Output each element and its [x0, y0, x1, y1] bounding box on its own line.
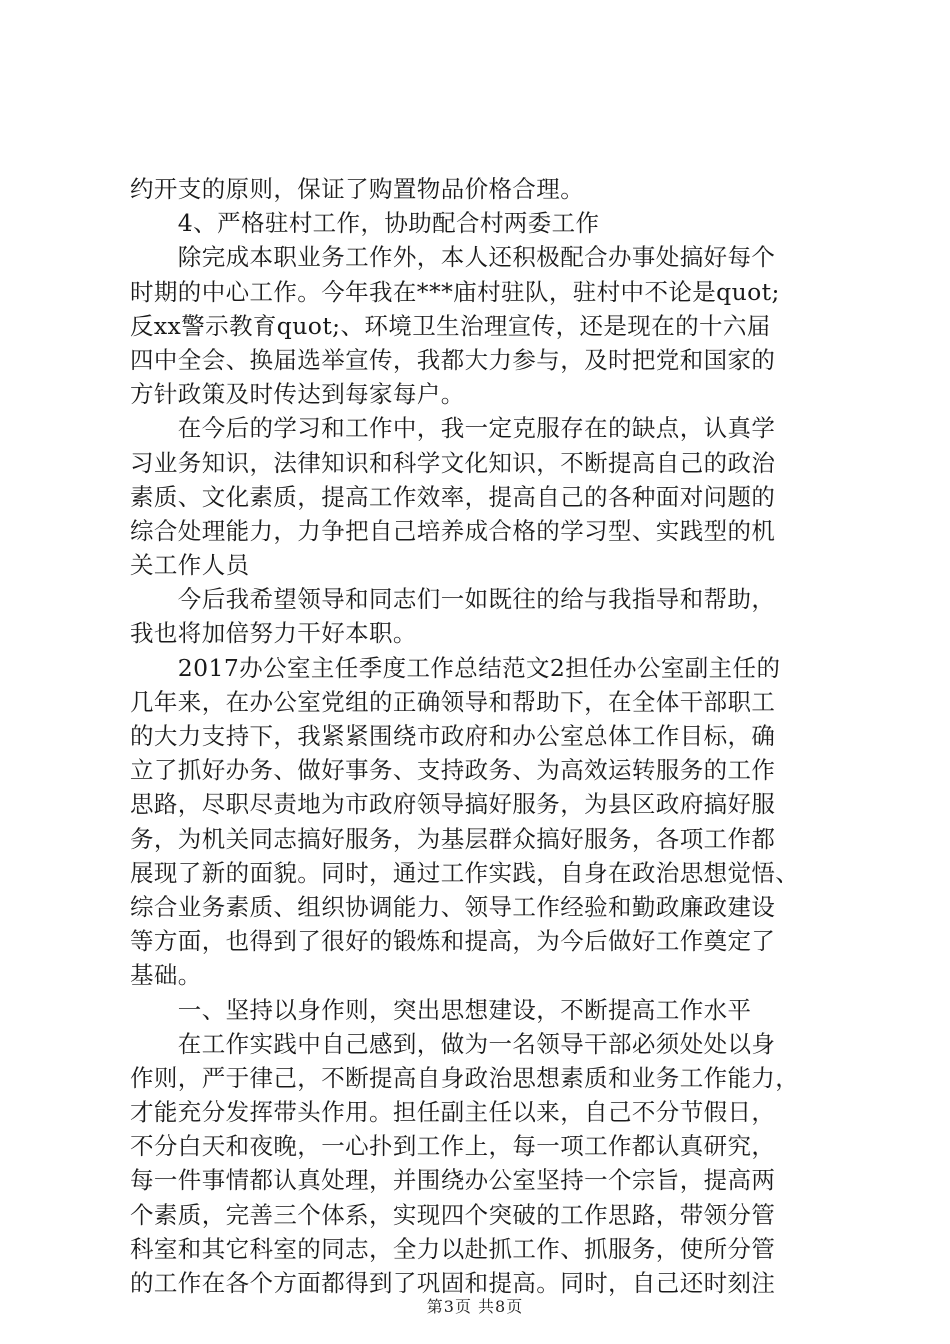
text-line: 作则，严于律己，不断提高自身政治思想素质和业务工作能力， — [130, 1063, 800, 1092]
text-line: 几年来，在办公室党组的正确领导和帮助下，在全体干部职工 — [130, 687, 776, 716]
text-line: 2017办公室主任季度工作总结范文2担任办公室副主任的 — [130, 653, 781, 682]
text-line: 务，为机关同志搞好服务，为基层群众搞好服务，各项工作都 — [130, 824, 776, 853]
text-line: 才能充分发挥带头作用。担任副主任以来，自己不分节假日， — [130, 1098, 776, 1127]
text-line: 基础。 — [130, 961, 202, 990]
text-line: 思路，尽职尽责地为市政府领导搞好服务，为县区政府搞好服 — [130, 790, 776, 819]
text-line: 4、严格驻村工作，协助配合村两委工作 — [130, 209, 600, 238]
text-line: 我也将加倍努力干好本职。 — [130, 619, 417, 648]
text-line: 素质、文化素质，提高工作效率，提高自己的各种面对问题的 — [130, 482, 776, 511]
text-line: 今后我希望领导和同志们一如既往的给与我指导和帮助， — [130, 585, 776, 614]
text-line: 约开支的原则，保证了购置物品价格合理。 — [130, 175, 585, 203]
text-line: 的大力支持下，我紧紧围绕市政府和办公室总体工作目标，确 — [130, 722, 776, 750]
text-line: 在今后的学习和工作中，我一定克服存在的缺点，认真学 — [130, 414, 776, 443]
text-line: 个素质，完善三个体系，实现四个突破的工作思路，带领分管 — [130, 1200, 776, 1229]
text-line: 关工作人员 — [130, 551, 250, 580]
body-text — [130, 172, 830, 1300]
text-line: 等方面，也得到了很好的锻炼和提高，为今后做好工作奠定了 — [130, 927, 776, 956]
text-line: 综合业务素质、组织协调能力、领导工作经验和勤政廉政建设 — [130, 892, 776, 921]
page-number: 第3页 共8页 — [426, 1297, 524, 1316]
text-line: 反xx警示教育quot;、环境卫生治理宣传，还是现在的十六届 — [130, 311, 771, 340]
text-line: 每一件事情都认真处理，并围绕办公室坚持一个宗旨，提高两 — [130, 1166, 776, 1195]
text-line: 时期的中心工作。今年我在***庙村驻队，驻村中不论是quot; — [130, 277, 780, 306]
text-line: 不分白天和夜晚，一心扑到工作上，每一项工作都认真研究， — [130, 1132, 776, 1161]
text-line: 除完成本职业务工作外，本人还积极配合办事处搞好每个 — [130, 243, 776, 272]
text-line: 在工作实践中自己感到，做为一名领导干部必须处处以身 — [130, 1029, 776, 1058]
text-line: 的工作在各个方面都得到了巩固和提高。同时，自己还时刻注 — [130, 1269, 776, 1297]
text-line: 综合处理能力，力争把自己培养成合格的学习型、实践型的机 — [130, 516, 776, 545]
text-line: 四中全会、换届选举宣传，我都大力参与，及时把党和国家的 — [130, 345, 776, 374]
text-line: 方针政策及时传达到每家每户。 — [130, 380, 465, 409]
text-line: 一、坚持以身作则，突出思想建设，不断提高工作水平 — [130, 995, 752, 1024]
text-line: 习业务知识，法律知识和科学文化知识，不断提高自己的政治 — [130, 448, 776, 477]
text-line: 立了抓好办务、做好事务、支持政务、为高效运转服务的工作 — [130, 756, 776, 785]
text-line: 展现了新的面貌。同时，通过工作实践，自身在政治思想觉悟、 — [130, 858, 800, 887]
text-line: 科室和其它科室的同志，全力以赴抓工作、抓服务，使所分管 — [130, 1234, 776, 1263]
